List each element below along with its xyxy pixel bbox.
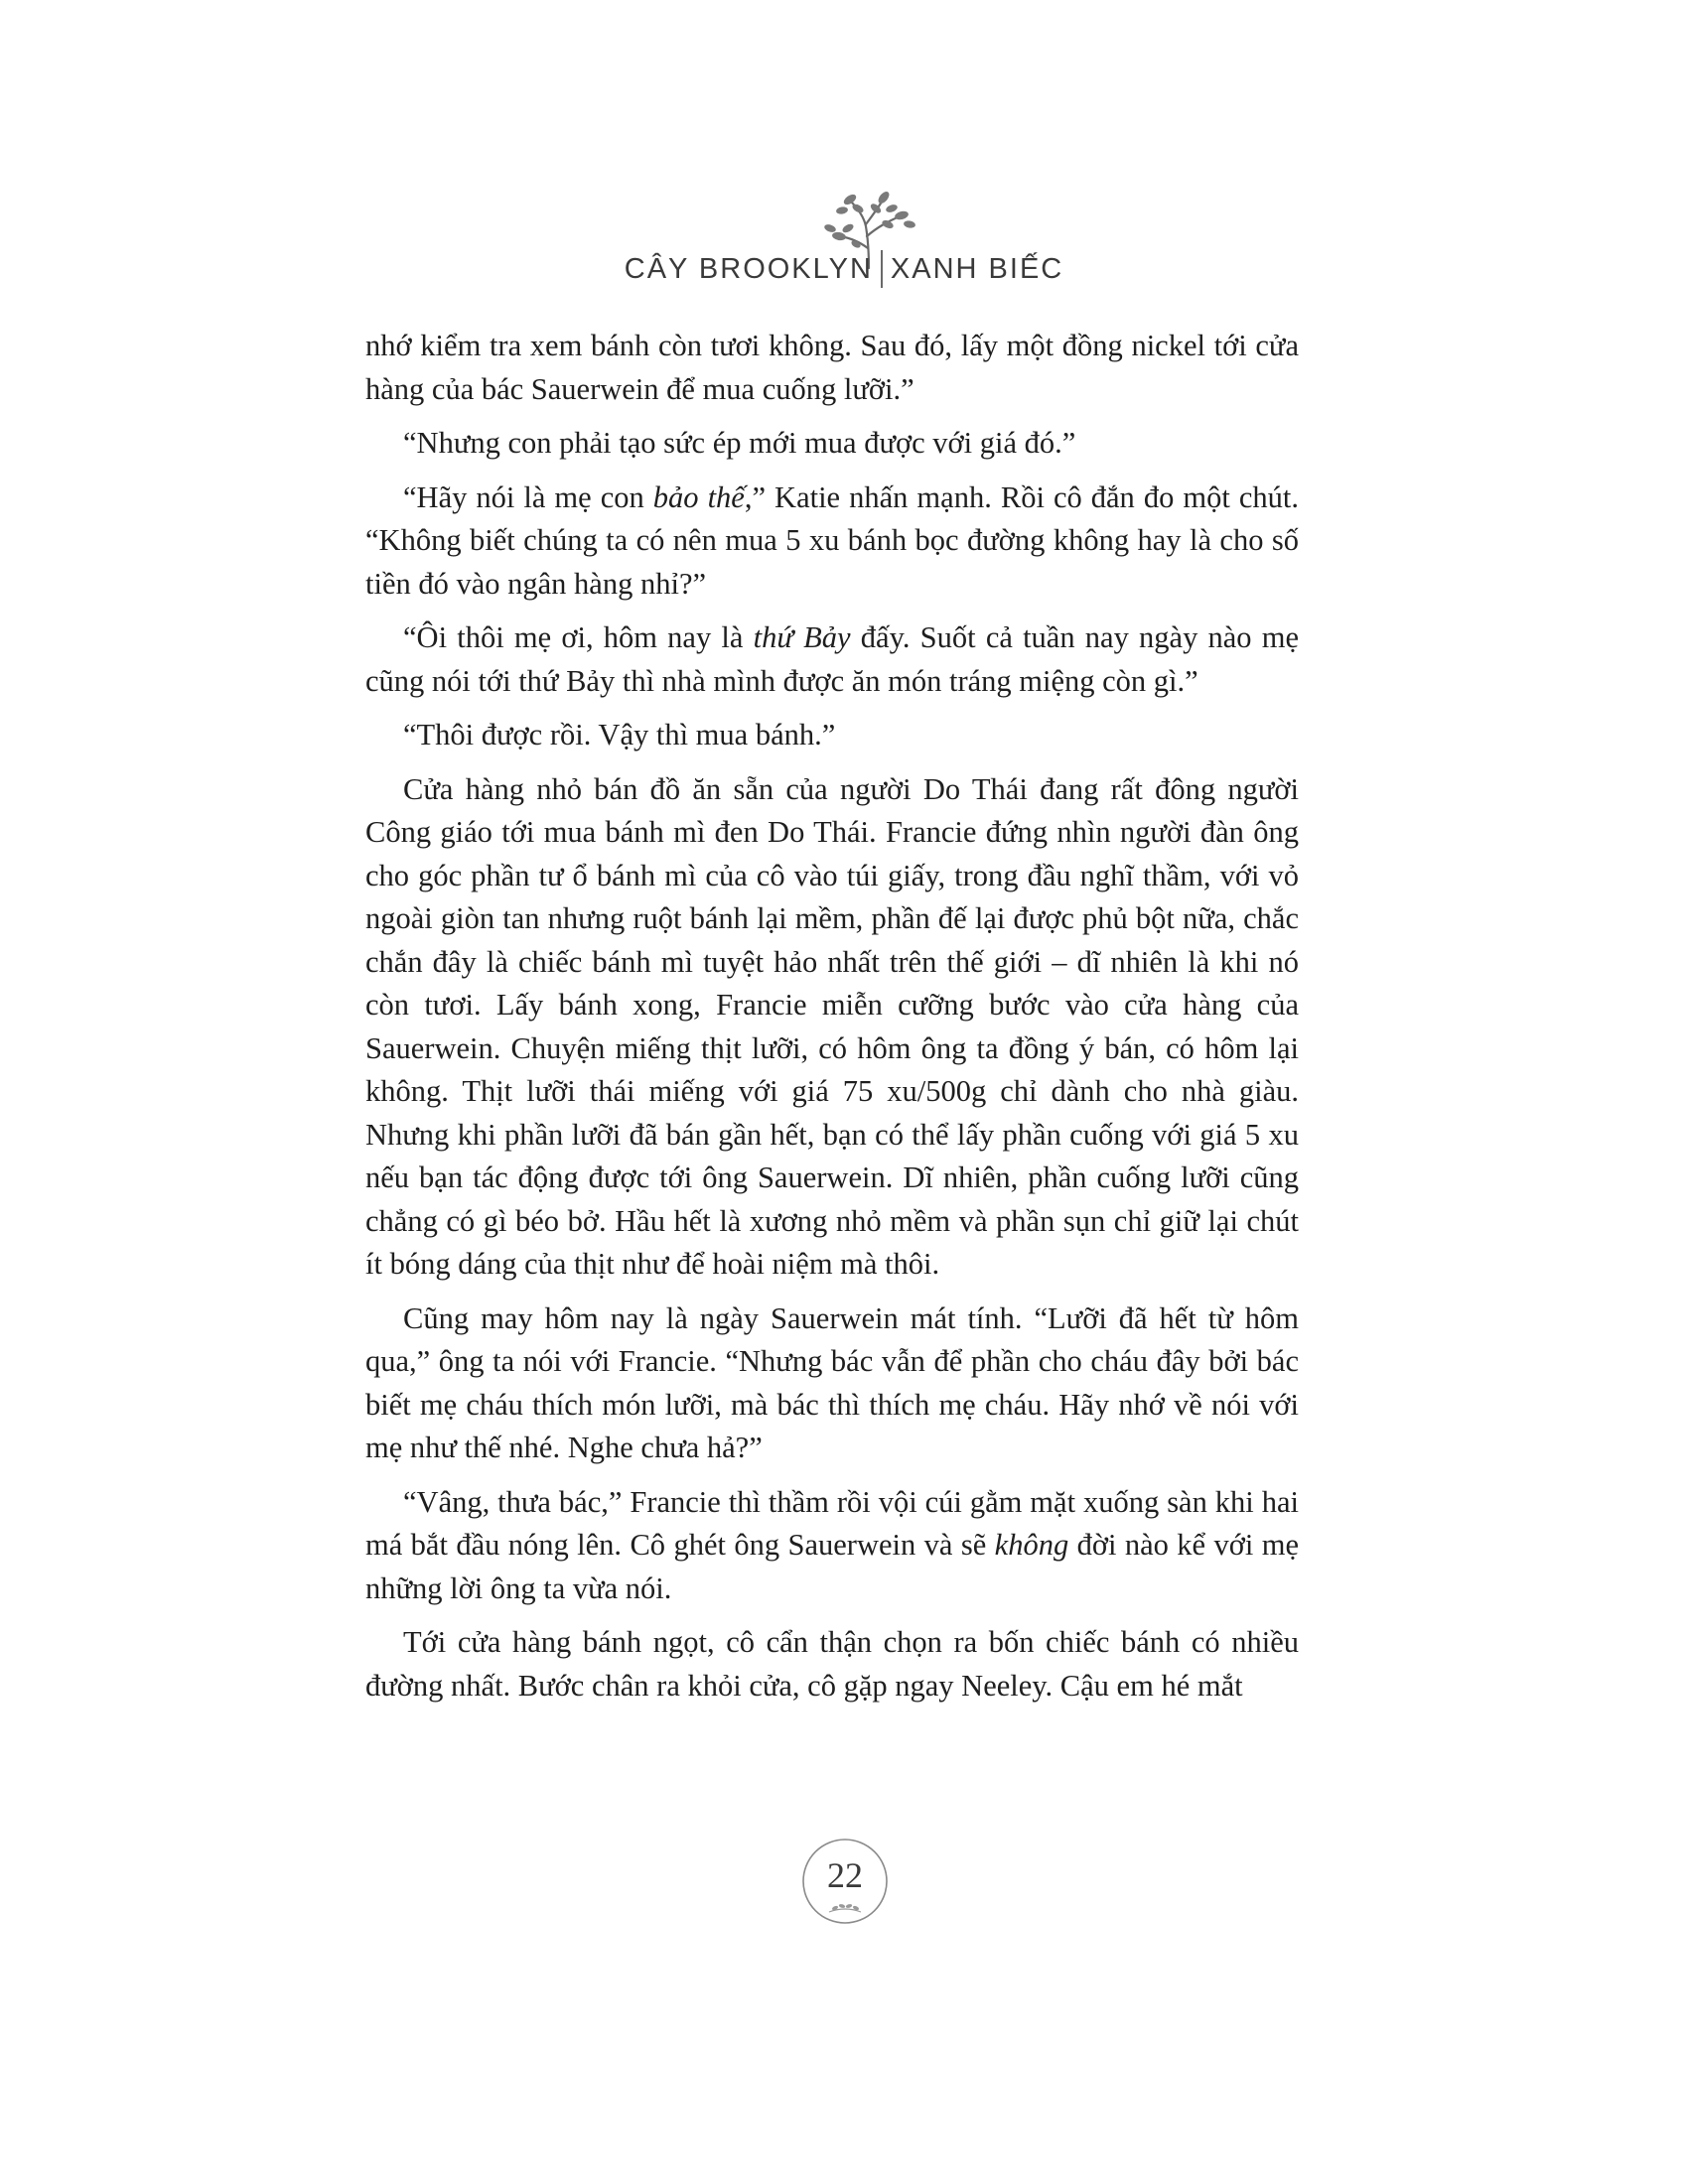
paragraph-8-emphasis: không [994,1528,1069,1562]
paragraph-2: “Nhưng con phải tạo sức ép mới mua được với giá đó.” [403,426,1076,460]
paragraph-1: nhớ kiểm tra xem bánh còn tươi không. Sau đó, lấy một đồng nickel tới cửa hàng của bác Sauerwein để mua cuống lưỡi.” [365,329,1299,406]
running-header [0,179,1688,298]
paragraph-5: “Thôi được rồi. Vậy thì mua bánh.” [403,718,836,751]
body-text [365,325,1299,1718]
paragraph-8-before: “Vâng, thưa bác,” Francie thì thầm rồi vội cúi gằm mặt xuống sàn khi hai má bắt đầu nóng lên. Cô ghét ông Sauerwein và sẽ [365,1484,1299,1562]
leaf-ornament-icon [825,1902,865,1916]
paragraph-3-after: ,” Katie nhấn mạnh. Rồi cô đắn đo một chút. “Không biết chúng ta có nên mua 5 xu bánh bọc đường không hay là cho số tiền đó vào ngân hàng nhỉ?” [365,479,1299,601]
title-divider [881,250,883,288]
page-number: 22 [827,1855,863,1895]
book-title-right: XANH BIẾC [890,252,1064,285]
paragraph-8 [365,1481,1299,1611]
paragraph-6: Cửa hàng nhỏ bán đồ ăn sẵn của người Do Thái đang rất đông người Công giáo tới mua bánh mì đen Do Thái. Francie đứng nhìn người đàn ông cho góc phần tư ổ bánh mì của cô vào túi giấy, trong đầu nghĩ thầm, với vỏ ngoài giòn tan nhưng ruột bánh lại mềm, phần đế lại được phủ bột nữa, chắc chắn đây là chiếc bánh mì tuyệt hảo nhất trên thế giới – dĩ nhiên là khi nó còn tươi. Lấy bánh xong, Francie miễn cưỡng bước vào cửa hàng của Sauerwein. Chuyện miếng thịt lưỡi, có hôm ông ta đồng ý bán, có hôm lại không. Thịt lưỡi thái miếng với giá 75 xu/500g chỉ dành cho nhà giàu. Nhưng khi phần lưỡi đã bán gần hết, bạn có thể lấy phần cuống với giá 5 xu nếu bạn tác động được tới ông Sauerwein. Dĩ nhiên, phần cuống lưỡi cũng chẳng có gì béo bở. Hầu hết là xương nhỏ mềm và phần sụn chỉ giữ lại chút ít bóng dáng của thịt như để hoài niệm mà thôi. [365,771,1299,1281]
running-title [0,250,1688,288]
page-footer [800,1837,890,1926]
paragraph-7: Cũng may hôm nay là ngày Sauerwein mát tính. “Lưỡi đã hết từ hôm qua,” ông ta nói với Francie. “Nhưng bác vẫn để phần cho cháu đây bởi bác biết mẹ cháu thích món lưỡi, mà bác thì thích mẹ cháu. Hãy nhớ về nói với mẹ như thế nhé. Nghe chưa hả?” [365,1300,1299,1464]
paragraph-3-emphasis: bảo thế [652,479,745,514]
paragraph-9: Tới cửa hàng bánh ngọt, cô cẩn thận chọn ra bốn chiếc bánh có nhiều đường nhất. Bước chân ra khỏi cửa, cô gặp ngay Neeley. Cậu em hé mắt [365,1625,1299,1703]
paragraph-4 [365,616,1299,703]
paragraph-3-before: “Hãy nói là mẹ con [403,479,653,514]
paragraph-4-before: “Ôi thôi mẹ ơi, hôm nay là [403,620,754,654]
paragraph-3 [365,477,1299,607]
paragraph-8-after: đời nào kể với mẹ những lời ông ta vừa nói. [365,1528,1300,1605]
paragraph-4-emphasis: thứ Bảy [753,620,851,654]
paragraph-4-after: đấy. Suốt cả tuần nay ngày nào mẹ cũng nói tới thứ Bảy thì nhà mình được ăn món tráng miệng còn gì.” [365,620,1300,698]
book-title-left: CÂY BROOKLYN [624,252,873,285]
